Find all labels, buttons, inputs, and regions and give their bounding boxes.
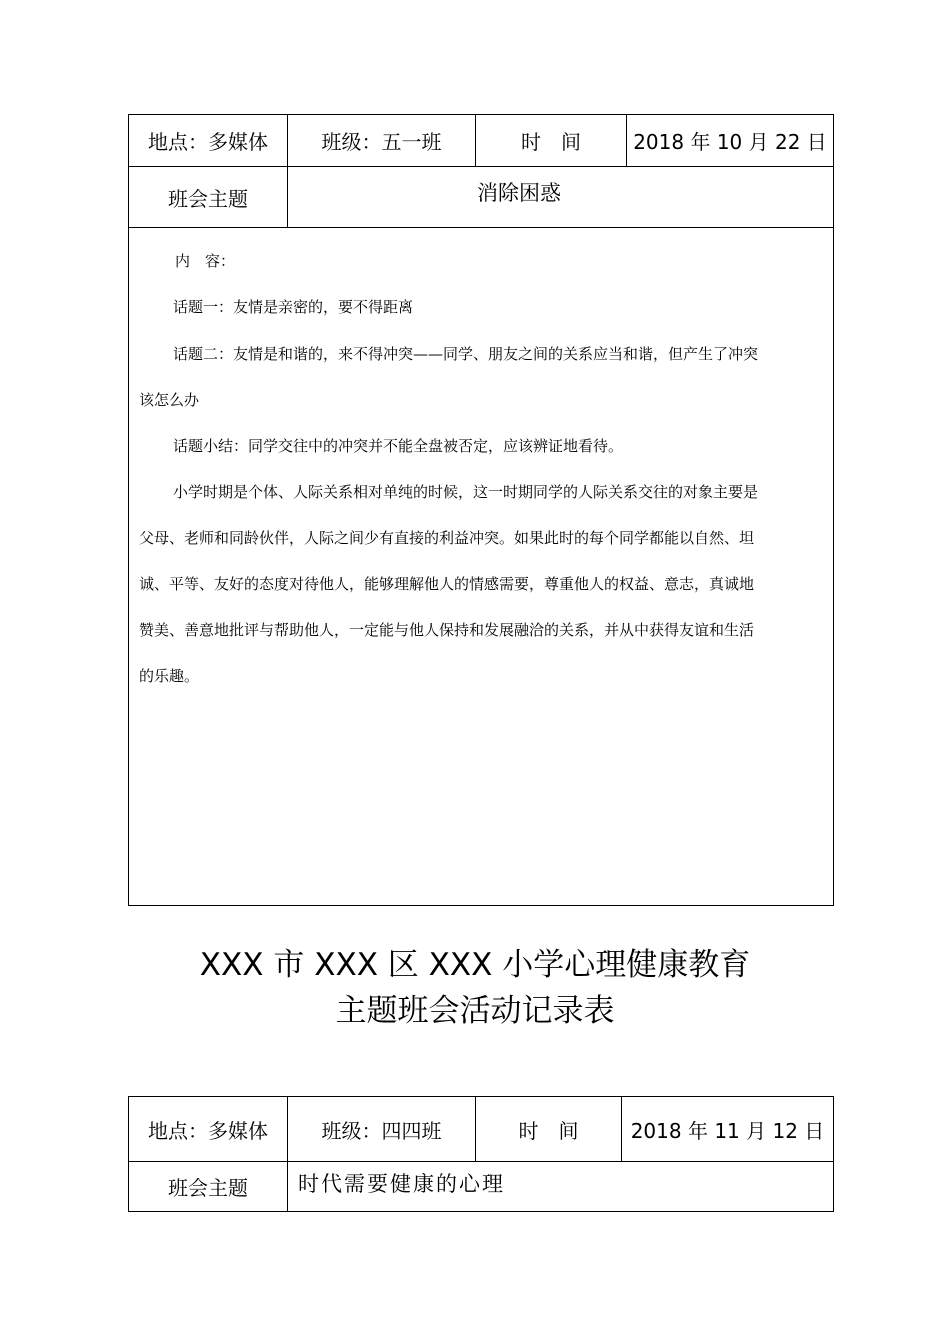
content-label: 内 容： bbox=[175, 252, 236, 270]
topic-value-cell: 时代需要健康的心理 bbox=[288, 1162, 834, 1212]
time-label-cell: 时 间 bbox=[476, 1097, 622, 1162]
topic-value-cell: 消除困惑 bbox=[288, 167, 834, 228]
content-paragraph: 赞美、善意地批评与帮助他人，一定能与他人保持和发展融洽的关系，并从中获得友谊和生活 bbox=[139, 621, 755, 639]
content-paragraph: 该怎么办 bbox=[139, 391, 200, 409]
content-paragraph: 小学时期是个体、人际关系相对单纯的时候，这一时期同学的人际关系交往的对象主要是 bbox=[173, 483, 759, 501]
form-title-line-1: XXX 市 XXX 区 XXX 小学心理健康教育 bbox=[199, 947, 751, 983]
form-title-line-2: 主题班会活动记录表 bbox=[335, 993, 615, 1029]
content-paragraph: 话题一：友情是亲密的，要不得距离 bbox=[173, 298, 414, 316]
time-value-cell: 2018 年 11 月 12 日 bbox=[622, 1097, 834, 1162]
topic-label-cell: 班会主题 bbox=[129, 1162, 288, 1212]
location-cell: 地点：多媒体 bbox=[129, 115, 288, 167]
class-cell: 班级：五一班 bbox=[288, 115, 476, 167]
content-cell bbox=[129, 228, 834, 906]
class-cell: 班级：四四班 bbox=[288, 1097, 476, 1162]
content-paragraph: 父母、老师和同龄伙伴，人际之间少有直接的利益冲突。如果此时的每个同学都能以自然、坦 bbox=[139, 529, 755, 547]
content-paragraph: 话题二：友情是和谐的，来不得冲突——同学、朋友之间的关系应当和谐，但产生了冲突 bbox=[173, 345, 759, 363]
location-cell: 地点：多媒体 bbox=[129, 1097, 288, 1162]
record-table-2 bbox=[128, 1096, 834, 1212]
time-label-cell: 时 间 bbox=[476, 115, 627, 167]
record-table-1 bbox=[128, 114, 834, 906]
topic-label-cell: 班会主题 bbox=[129, 167, 288, 228]
content-paragraph: 的乐趣。 bbox=[139, 667, 200, 685]
time-value-cell: 2018 年 10 月 22 日 bbox=[627, 115, 834, 167]
content-paragraph: 话题小结：同学交往中的冲突并不能全盘被否定，应该辨证地看待。 bbox=[173, 437, 624, 455]
content-body bbox=[129, 228, 833, 904]
content-paragraph: 诚、平等、友好的态度对待他人，能够理解他人的情感需要，尊重他人的权益、意志，真诚地 bbox=[139, 575, 755, 593]
